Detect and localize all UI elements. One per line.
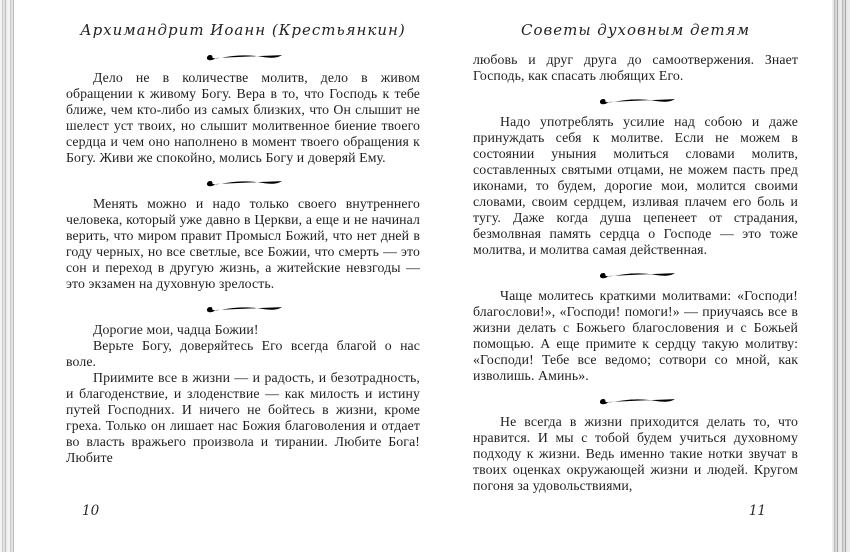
page-stack-edge-right bbox=[832, 0, 850, 552]
text-section bbox=[473, 414, 798, 494]
paragraph: Дело не в количестве молитв, дело в живом обращении к живому Богу. Вера в то, что Господь к тебе ближе, чем кто-либо из самых близких, что Он слышит не шелест уст твоих, но слышит молитвенное биение твоего сердца и чем оно наполнено в момент твоего обращения к Богу. Живи же спокойно, молись Богу и доверяй Ему. bbox=[66, 70, 420, 165]
text-section bbox=[66, 196, 420, 292]
swash-icon bbox=[195, 301, 291, 315]
flourish-ornament bbox=[66, 49, 420, 63]
text-section bbox=[473, 288, 798, 384]
page-stack-edge-left bbox=[0, 0, 14, 552]
swash-icon bbox=[195, 175, 291, 189]
paragraph: Чаще молитесь краткими молитвами: «Господи! благослови!», «Господи! помоги!» — приучаясь все в жизни делать с Божьего благословения и с Божьей помощью. А еще примите к сердцу такую молитву: «Господи! Тебе все ведомо; сотвори со мной, как изволишь. Аминь». bbox=[473, 288, 798, 383]
paragraph: Надо употреблять усилие над собою и даже принуждать себя к молитве. Если не можем в состоянии уныния молиться словами молитв, составленных святыми отцами, не можем пасть пред иконами, то будем, дорогие мои, молится своими словами, своим сердцем, изливая плачем его боль и тугу. Даже когда душа цепенеет от страдания, безмолвная память сердца о Господе — это тоже молитва, и молитва самая действенная. bbox=[473, 114, 798, 257]
left-page bbox=[66, 20, 420, 532]
paragraph: Не всегда в жизни приходится делать то, что нравится. И мы с тобой будем учиться духовному подходу к жизни. Ведь именно такие нотки звучат в твоих оценках окружающей жизни и людей. Кругом погоня за удовольствиями, bbox=[473, 414, 798, 493]
flourish-ornament bbox=[66, 175, 420, 189]
paragraph: Дорогие мои, чадца Божии! bbox=[93, 322, 259, 337]
paragraph: любовь и друг друга до самоотвержения. Знает Господь, как спасать любящих Его. bbox=[473, 52, 798, 83]
paragraph: Приимите все в жизни — и радость, и безотрадность, и благоденствие, и злоденствие — как милость и истину путей Господних. И ничего не бойтесь в жизни, кроме греха. Только он лишает нас Божия благоволения и отдает во власть вражьего произвола и тирании. Любите Бога! Любите bbox=[66, 370, 420, 465]
right-page bbox=[473, 20, 798, 532]
running-head-author: Архимандрит Иоанн (Крестьянкин) bbox=[80, 21, 406, 39]
flourish-ornament bbox=[473, 93, 798, 107]
text-section bbox=[66, 70, 420, 166]
flourish-ornament bbox=[473, 267, 798, 281]
swash-icon bbox=[588, 267, 684, 281]
text-section bbox=[66, 322, 420, 466]
running-head-title: Советы духовным детям bbox=[520, 21, 751, 39]
text-section-continuation bbox=[473, 52, 798, 84]
swash-icon bbox=[588, 393, 684, 407]
swash-icon bbox=[588, 93, 684, 107]
page-number-right: 11 bbox=[748, 503, 766, 519]
paragraph: Верьте Богу, доверяйтесь Его всегда благой о нас воле. bbox=[66, 338, 420, 369]
text-section bbox=[473, 114, 798, 258]
swash-icon bbox=[195, 49, 291, 63]
page-number-left: 10 bbox=[82, 503, 100, 519]
paragraph: Менять можно и надо только своего внутреннего человека, который уже давно в Церкви, а еще и не начинал верить, что миром правит Промысл Божий, что нет дней в году черных, но все светлые, все Божии, что смерть — это сон и переход в другую жизнь, а житейские невзгоды — это экзамен на духовную зрелость. bbox=[66, 196, 420, 291]
flourish-ornament bbox=[473, 393, 798, 407]
flourish-ornament bbox=[66, 301, 420, 315]
